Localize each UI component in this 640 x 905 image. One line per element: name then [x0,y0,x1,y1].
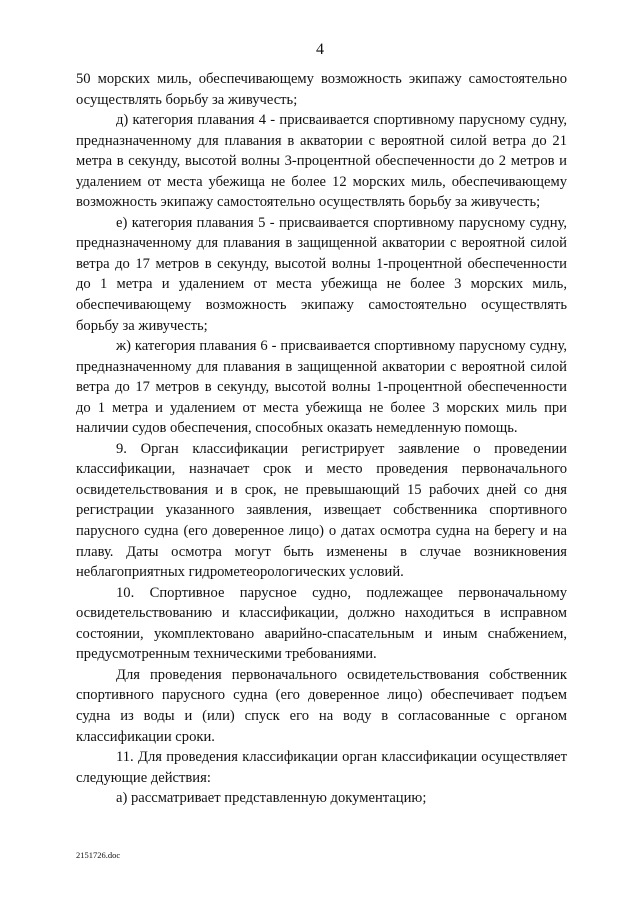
paragraph-item-11: 11. Для проведения классификации орган классификации осуществляет следующие действия: [76,749,567,786]
paragraph-item-9: 9. Орган классификации регистрирует заявление о проведении классификации, назначает срок и место проведения первоначального освидетельствования и в срок, не превышающий 15 рабочих дней со дня регистрации указанного заявления, извещает собственника спортивного парусного судна (его доверенное лицо) о датах осмотра судна на берегу и на плаву. Даты осмотра могут быть изменены в случае возникновения неблагоприятных гидрометеорологических условий. [76,440,567,581]
document-filename: 2151726.doc [76,850,121,860]
paragraph-continuation: 50 морских миль, обеспечивающему возможность экипажу самостоятельно осуществлять борьбу за живучесть; [76,71,567,108]
page-number: 4 [316,41,324,58]
paragraph-item-11a: а) рассматривает представленную документацию; [116,790,427,807]
paragraph-item-10: 10. Спортивное парусное судно, подлежащее первоначальному освидетельствованию и классификации, должно находиться в исправном состоянии, укомплектовано аварийно-спасательным и иным снабжением, предусмотренным техническими требованиями. [76,584,567,663]
document-body [76,69,567,809]
paragraph-category-5: е) категория плавания 5 - присваивается спортивному парусному судну, предназначенному для плавания в защищенной акватории с вероятной силой ветра до 17 метров в секунду, высотой волны 1-процентной обеспеченности до 1 метра и удалением от места убежища не более 3 морских миль, обеспечивающему возможность экипажу самостоятельно осуществлять борьбу за живучесть; [76,214,567,334]
paragraph-category-4: д) категория плавания 4 - присваивается спортивному парусному судну, предназначенному для плавания в акватории с вероятной силой ветра до 21 метра в секунду, высотой волны 3-процентной обеспеченности до 2 метров и удалением от места убежища не более 12 морских миль, обеспечивающему возможность экипажу самостоятельно осуществлять борьбу за живучесть; [76,112,567,211]
paragraph-category-6: ж) категория плавания 6 - присваивается спортивному парусному судну, предназначенному для плавания в защищенной акватории с вероятной силой ветра до 17 метров в секунду, высотой волны 1-процентной обеспеченности до 1 метра и удалением от места убежища не более 3 морских миль при наличии судов обеспечения, способных оказать немедленную помощь. [76,338,567,437]
paragraph-initial-survey: Для проведения первоначального освидетельствования собственник спортивного парусного судна (его доверенное лицо) обеспечивает подъем судна из воды и (или) спуск его на воду в согласованные с органом классификации сроки. [76,666,567,745]
